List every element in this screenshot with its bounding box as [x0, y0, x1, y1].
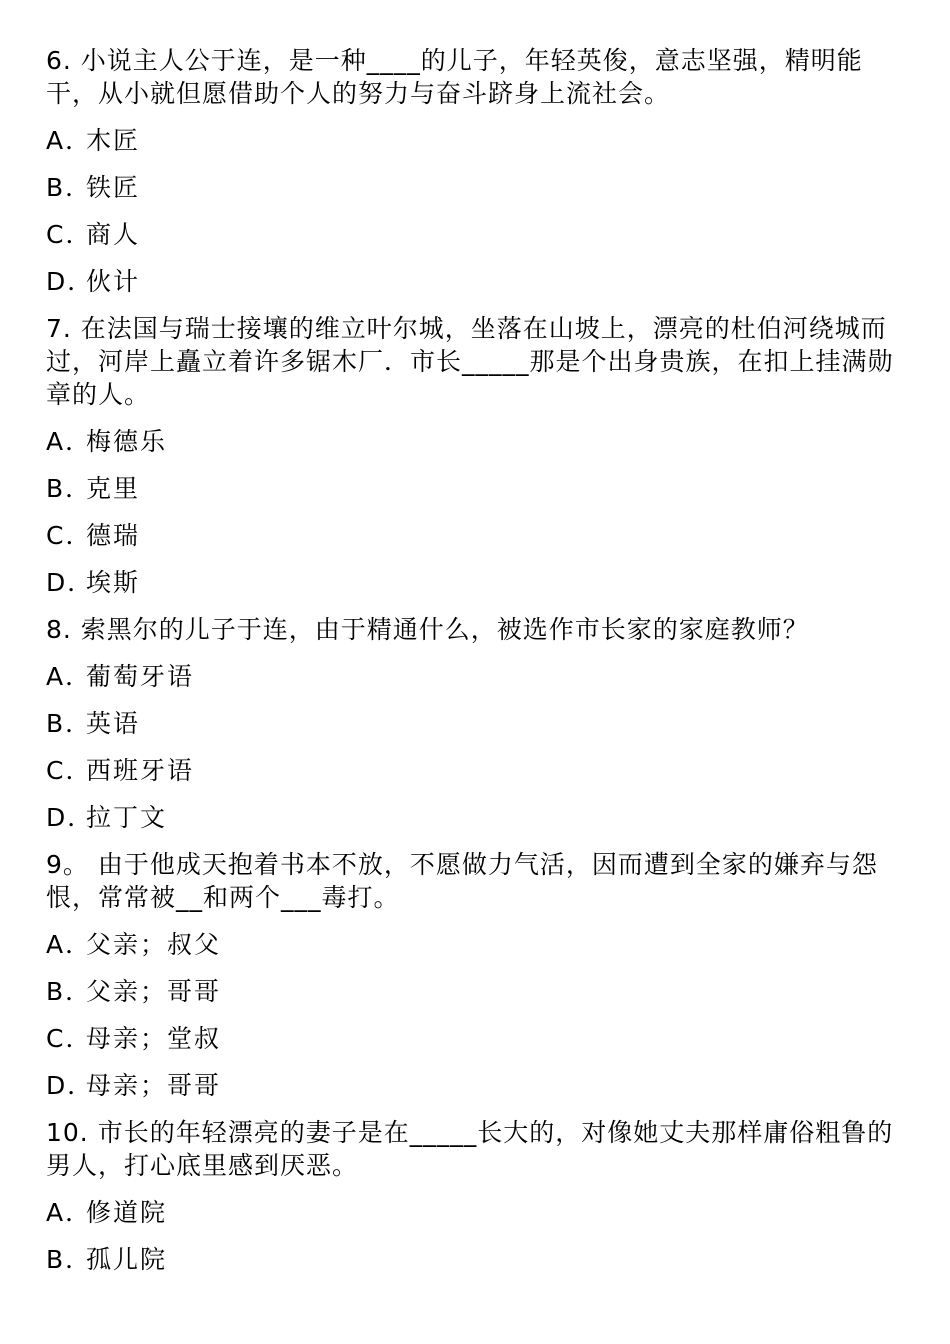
- option-a: [46, 425, 908, 458]
- question-text: 7. 在法国与瑞士接壤的维立叶尔城，坐落在山坡上，漂亮的杜伯河绕城而过，河岸上矗立着许多锯木厂．市长_____那是个出身贵族，在扣上挂满勋章的人。: [46, 314, 894, 409]
- question-text: 8. 索黑尔的儿子于连，由于精通什么，被选作市长家的家庭教师？: [46, 615, 809, 644]
- option-b: [46, 472, 908, 505]
- option-letter: C．: [46, 220, 93, 249]
- option-text: 伙计: [86, 267, 141, 296]
- document-page: [46, 44, 908, 1290]
- option-letter: C．: [46, 756, 93, 785]
- option-letter: A．: [46, 427, 93, 456]
- option-letter: A．: [46, 126, 93, 155]
- option-letter: D．: [46, 267, 95, 296]
- option-text: 木匠: [86, 126, 141, 155]
- option-a: [46, 1196, 908, 1229]
- option-text: 孤儿院: [86, 1245, 168, 1274]
- question-7: [46, 312, 908, 599]
- option-d: [46, 1069, 908, 1102]
- option-c: [46, 1022, 908, 1055]
- option-letter: D．: [46, 568, 95, 597]
- option-text: 父亲；哥哥: [86, 977, 222, 1006]
- question-9: [46, 848, 908, 1102]
- option-text: 母亲；堂叔: [86, 1024, 222, 1053]
- question-text: 10. 市长的年轻漂亮的妻子是在_____长大的，对像她丈夫那样庸俗粗鲁的男人，打心底里感到厌恶。: [46, 1118, 894, 1180]
- option-a: [46, 124, 908, 157]
- question-text: 9。 由于他成天抱着书本不放，不愿做力气活，因而遭到全家的嫌弃与怨恨，常常被__和两个___毒打。: [46, 850, 878, 912]
- option-text: 葡萄牙语: [86, 662, 195, 691]
- option-text: 梅德乐: [86, 427, 168, 456]
- option-b: [46, 171, 908, 204]
- option-b: [46, 707, 908, 740]
- option-letter: B．: [46, 1245, 93, 1274]
- option-text: 英语: [86, 709, 141, 738]
- option-letter: D．: [46, 803, 95, 832]
- question-text: 6. 小说主人公于连，是一种____的儿子，年轻英俊，意志坚强，精明能干，从小就但愿借助个人的努力与奋斗跻身上流社会。: [46, 46, 863, 108]
- option-text: 商人: [86, 220, 141, 249]
- option-d: [46, 801, 908, 834]
- option-a: [46, 660, 908, 693]
- option-text: 德瑞: [86, 521, 141, 550]
- option-letter: A．: [46, 930, 93, 959]
- option-b: [46, 1243, 908, 1276]
- option-letter: B．: [46, 173, 93, 202]
- option-a: [46, 928, 908, 961]
- option-c: [46, 754, 908, 787]
- option-d: [46, 566, 908, 599]
- option-letter: A．: [46, 1198, 93, 1227]
- option-letter: A．: [46, 662, 93, 691]
- option-letter: C．: [46, 1024, 93, 1053]
- option-text: 埃斯: [86, 568, 141, 597]
- option-d: [46, 265, 908, 298]
- option-b: [46, 975, 908, 1008]
- option-c: [46, 519, 908, 552]
- option-letter: D．: [46, 1071, 95, 1100]
- option-letter: B．: [46, 474, 93, 503]
- option-text: 铁匠: [86, 173, 141, 202]
- option-text: 克里: [86, 474, 141, 503]
- option-text: 母亲；哥哥: [86, 1071, 222, 1100]
- option-text: 父亲；叔父: [86, 930, 222, 959]
- option-text: 拉丁文: [86, 803, 168, 832]
- option-text: 修道院: [86, 1198, 168, 1227]
- option-letter: C．: [46, 521, 93, 550]
- option-letter: B．: [46, 709, 93, 738]
- question-8: [46, 613, 908, 834]
- question-6: [46, 44, 908, 298]
- question-10: [46, 1116, 908, 1276]
- option-c: [46, 218, 908, 251]
- option-letter: B．: [46, 977, 93, 1006]
- option-text: 西班牙语: [86, 756, 195, 785]
